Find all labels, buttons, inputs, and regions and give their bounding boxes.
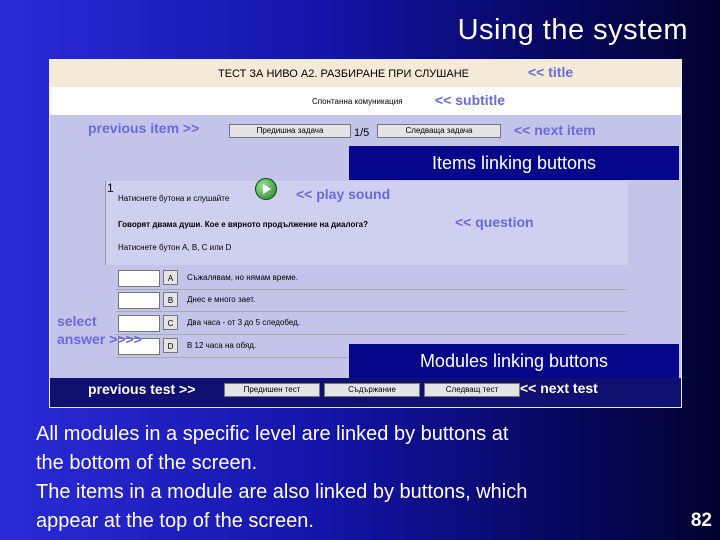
annotation-previous-test: previous test >> (88, 381, 196, 397)
answer-c-button[interactable]: C (163, 315, 178, 330)
answer-indicator (118, 270, 160, 287)
test-title: ТЕСТ ЗА НИВО А2. РАЗБИРАНЕ ПРИ СЛУШАНЕ (218, 68, 469, 80)
annotation-select-line1: select (57, 313, 97, 329)
body-line: the bottom of the screen. (36, 452, 258, 474)
prev-test-button[interactable]: Предишен тест (224, 383, 320, 397)
item-number: 1 (107, 181, 114, 195)
annotation-question: << question (455, 214, 534, 230)
annotation-title: << title (528, 64, 574, 80)
answer-row (116, 290, 627, 312)
annotation-select-answer (57, 312, 142, 348)
annotation-subtitle: << subtitle (435, 92, 506, 108)
answer-row (116, 313, 627, 335)
annotation-next-test: << next test (520, 380, 598, 396)
contents-button[interactable]: Съдържание (324, 383, 420, 397)
annotation-previous-item: previous item >> (88, 120, 200, 136)
body-line: All modules in a specific level are linked by buttons at (36, 423, 509, 445)
body-line: The items in a module are also linked by buttons, which (36, 481, 528, 503)
question-text: Говорят двама души. Кое е вярното продължение на диалога? (118, 220, 369, 229)
page-number: 82 (690, 510, 712, 531)
annotation-play-sound: << play sound (296, 186, 391, 202)
answer-text: Съжалявам, но нямам време. (187, 273, 298, 282)
answer-indicator (118, 292, 160, 309)
answer-text: В 12 часа на обяд. (187, 341, 257, 350)
prev-item-button[interactable]: Предишна задача (229, 124, 351, 138)
play-instruction: Натиснете бутона и слушайте (118, 194, 230, 203)
items-linking-label: Items linking buttons (349, 146, 679, 180)
screenshot-panel (49, 59, 682, 408)
answer-instruction: Натиснете бутон А, В, С или D (118, 243, 232, 252)
annotation-select-line2: answer >>>> (57, 331, 142, 347)
modules-linking-label: Modules linking buttons (349, 344, 679, 378)
next-test-button[interactable]: Следващ тест (424, 383, 520, 397)
annotation-next-item: << next item (514, 122, 596, 138)
slide-title: Using the system (457, 14, 688, 46)
body-text (36, 420, 646, 536)
answer-a-button[interactable]: A (163, 270, 178, 285)
play-sound-button[interactable] (255, 178, 277, 200)
body-line: appear at the top of the screen. (36, 510, 314, 532)
answer-b-button[interactable]: B (163, 292, 178, 307)
next-item-button[interactable]: Следваща задача (377, 124, 501, 138)
answer-row (116, 268, 627, 290)
answer-d-button[interactable]: D (163, 338, 178, 353)
test-subtitle: Спонтанна комуникация (312, 97, 403, 106)
answer-text: Днес е много зает. (187, 295, 256, 304)
item-counter: 1/5 (354, 127, 370, 139)
answer-text: Два часа - от 3 до 5 следобед. (187, 318, 300, 327)
